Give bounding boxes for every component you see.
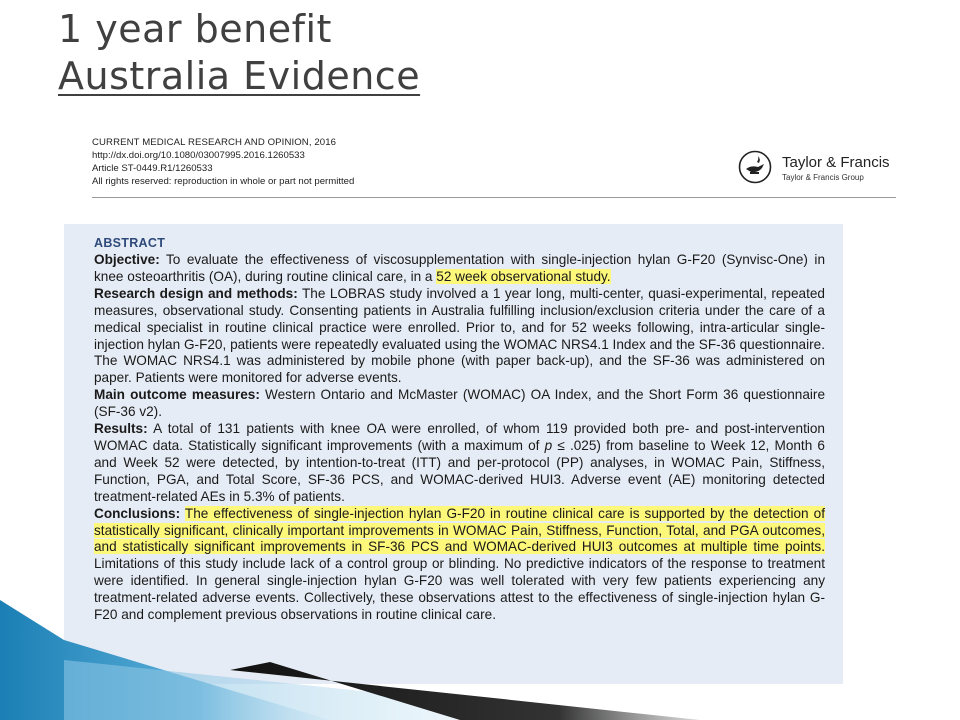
results-label: Results: [94,421,148,437]
abstract-design [94,286,825,387]
oil-lamp-icon [738,150,772,184]
journal-header [92,136,422,188]
design-label: Research design and methods: [94,285,298,301]
abstract-objective [94,252,825,286]
publisher-group: Taylor & Francis Group [782,173,864,182]
journal-doi: http://dx.doi.org/10.1080/03007995.2016.1260533 [92,150,305,161]
design-text: The LOBRAS study involved a 1 year long, multi-center, quasi-experimental, repeated measures, observational study. Consenting patients in Australia fulfilling inclusion/exclusion criteria under the care of a medical specialist in routine clinical practice were enrolled. Prior to, and for 52 weeks following, intra-articular single-injection hylan G-F20, patients were repeatedly evaluated using the WOMAC NRS4.1 Index and the SF-36 questionnaire. The WOMAC NRS4.1 was administered by mobile phone (with paper back-up), and the SF-36 was administered on paper. Patients were monitored for adverse events. [94,285,825,386]
abstract-results [94,421,825,506]
objective-highlight: 52 week observational study. [436,268,611,284]
abstract-heading: ABSTRACT [94,236,166,250]
objective-label: Objective: [94,252,160,267]
header-divider [92,197,896,198]
results-text-b: ≤ .025) from baseline to Week 12, Month 6 and Week 52 were detected, by intention-to-treat (ITT) and per-protocol (PP) analyses, in WOMAC Pain, Stiffness, Function, PGA, and Total Score, SF-36 PCS, and WOMAC-derived HUI3. Adverse event (AE) monitoring detected treatment-related AEs in 5.3% of patients. [94,437,825,504]
objective-text: To evaluate the effectiveness of viscosupplementation with single-injection hylan G-F20 (Synvisc-One) in knee osteoarthritis (OA), during routine clinical care, in a [94,252,825,284]
abstract-outcomes [94,387,825,421]
outcome-label: Main outcome measures: [94,387,260,403]
conclusions-highlight: The effectiveness of single-injection hylan G-F20 in routine clinical care is supported by the detection of statistically significant, clinically important improvements in WOMAC Pain, Stiffness, Function, Total, and PGA outcomes, and statistically significant improvements in SF-36 PCS and WOMAC-derived HUI3 outcomes at multiple time points. [94,505,825,555]
outcome-text: Western Ontario and McMaster (WOMAC) OA Index, and the Short Form 36 questionnaire (SF-36 v2). [94,387,826,420]
results-text-a: A total of 131 patients with knee OA were enrolled, of whom 119 provided both pre- and post-intervention WOMAC data. Statistically significant improvements (with a maximum of [94,421,825,453]
slide-title-line-1: 1 year benefit [58,7,332,51]
publisher-name: Taylor & Francis [782,154,890,171]
publisher-block [738,150,918,190]
slide-title-line-2: Australia Evidence [58,54,421,98]
journal-name: CURRENT MEDICAL RESEARCH AND OPINION, 2016 [92,137,337,148]
results-p-symbol: p [544,437,553,453]
conclusions-label: Conclusions: [94,505,181,521]
abstract-body [94,252,825,624]
journal-rights: All rights reserved: reproduction in whole or part not permitted [92,176,355,187]
journal-article-id: Article ST-0449.R1/1260533 [92,163,213,174]
slide-title [58,6,420,100]
decorative-wedges [0,600,960,720]
conclusions-text: Limitations of this study include lack of a control group or blinding. No predictive indicators of the response to treatment were identified. In general single-injection hylan G-F20 was well tolerated with very few patients experiencing any treatment-related adverse events. Collectively, these observations attest to the effectiveness of single-injection hylan G-F20 and complement previous observations in routine clinical care. [94,556,825,623]
